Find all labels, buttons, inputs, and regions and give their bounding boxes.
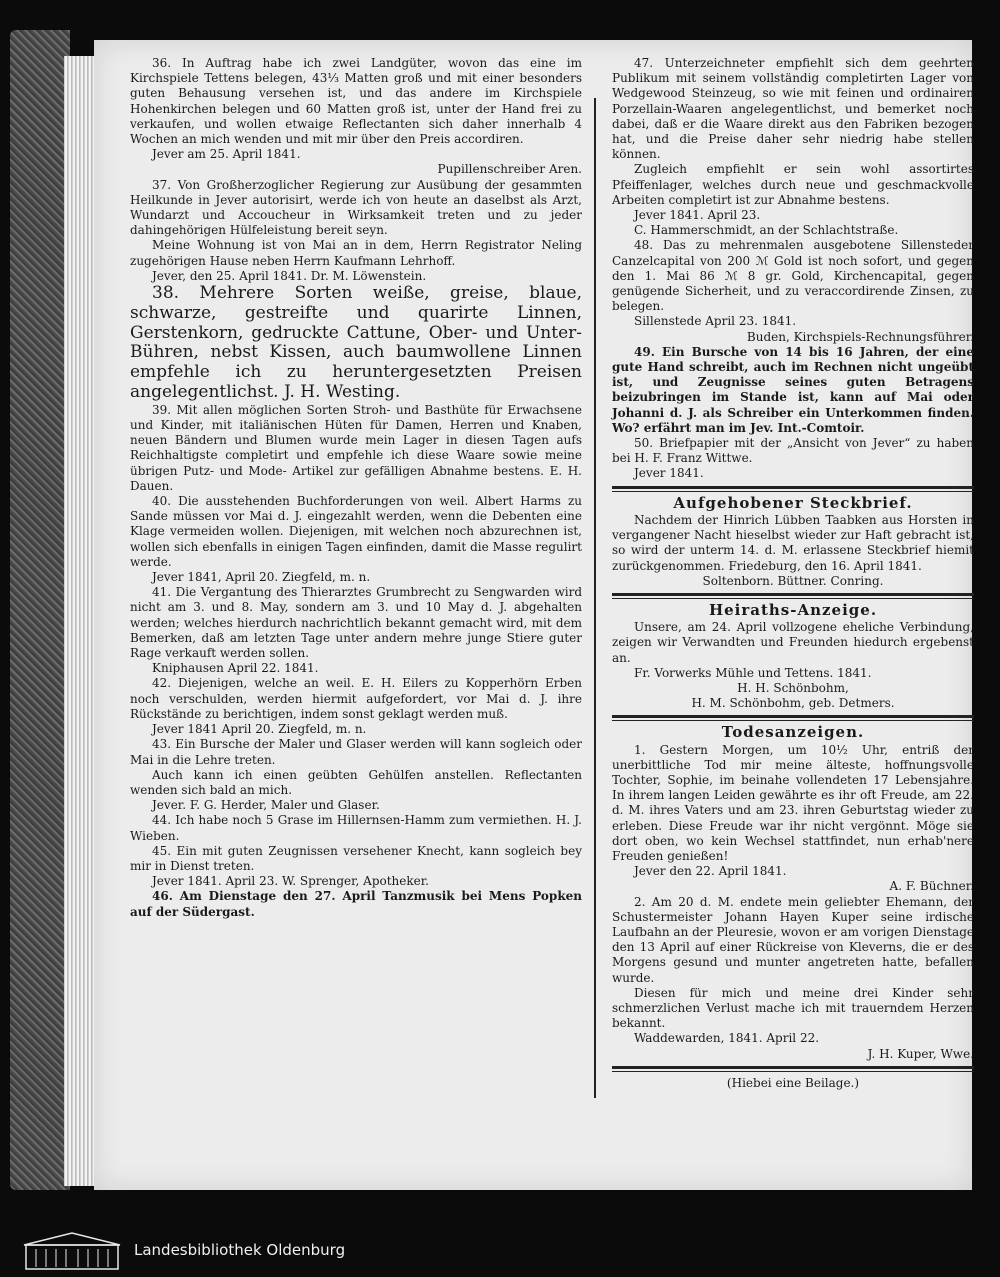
text-paragraph: 41. Die Vergantung des Thierarztes Grumbrecht zu Sengwarden wird nicht am 3. und 8. May, sondern am 3. und 10 May d. J. abgehalten werden; welches hierdurch nachrichtlich bekannt gemacht wird, mit dem Bemerken, daß am letzten Tage unter andern mehre junge Stiere guter Rage verkauft werden sollen. <box>130 585 582 661</box>
todes-items <box>612 743 974 1062</box>
heirath-name: H. M. Schönbohm, geb. Detmers. <box>691 696 895 711</box>
text-paragraph: Zugleich empfiehlt er sein wohl assortirtes Pfeiffenlager, welches durch neue und geschmackvolle Arbeiten completirt ist zur Abnahme bestens. <box>612 162 974 207</box>
left-column <box>130 56 582 920</box>
steckbrief-signature: Soltenborn. Büttner. Conring. <box>702 573 884 588</box>
steckbrief-heading: Aufgehobener Steckbrief. <box>673 493 913 512</box>
text-paragraph: 48. Das zu mehrenmalen ausgebotene Sillensteder Canzelcapital von 200 ℳ Gold ist noch sofort, und gegen den 1. Mai 86 ℳ 8 gr. Gold, Kirchencapital, gegen genügende Sicherheit, und zu veraccordirende Zinsen, zu belegen. <box>612 238 974 314</box>
text-paragraph: 50. Briefpapier mit der „Ansicht von Jever“ zu haben bei H. F. Franz Wittwe. <box>612 436 974 466</box>
right-column <box>612 56 974 1091</box>
text-paragraph: Buden, Kirchspiels-Rechnungsführer. <box>746 329 974 344</box>
text-paragraph: A. F. Büchner. <box>889 879 974 894</box>
text-paragraph: Jever 1841. April 23. W. Sprenger, Apotheker. <box>152 874 429 889</box>
text-paragraph: 38. Mehrere Sorten weiße, greise, blaue, schwarze, gestreifte und quarirte Linnen, Gerstenkorn, gedruckte Cattune, Ober- und Unter-Bühren, nebst Kissen, auch baumwollene Linnen empfehle ich zu heruntergesetzten Preisen angelegentlichst. J. H. Westing. <box>130 283 582 403</box>
text-paragraph: C. Hammerschmidt, an der Schlachtstraße. <box>634 223 899 238</box>
book-cover-board <box>10 30 70 1190</box>
text-paragraph: Jever 1841, April 20. Ziegfeld, m. n. <box>152 570 371 585</box>
text-paragraph: Pupillenschreiber Aren. <box>437 162 582 177</box>
text-paragraph: 43. Ein Bursche der Maler und Glaser werden will kann sogleich oder Mai in die Lehre treten. <box>130 737 582 767</box>
text-paragraph: Jever 1841 April 20. Ziegfeld, m. n. <box>152 722 367 737</box>
section-rule <box>612 715 974 721</box>
footer-bar <box>0 1225 1000 1277</box>
section-rule <box>612 1066 974 1072</box>
todes-heading: Todesanzeigen. <box>721 723 865 742</box>
text-paragraph: 39. Mit allen möglichen Sorten Stroh- und Basthüte für Erwachsene und Kinder, mit italiänischen Hüten für Damen, Herren und Knaben, neuen Bändern und Blumen wurde mein Lager in diesen Tagen aufs Reichhaltigste completirt und empfehle ich diese Waare sowie meine übrigen Putz- und Mode- Artikel zur gefälligen Abnahme bestens. E. H. Dauen. <box>130 402 582 493</box>
text-paragraph: 45. Ein mit guten Zeugnissen versehener Knecht, kann sogleich bey mir in Dienst treten. <box>130 843 582 873</box>
text-paragraph: 40. Die ausstehenden Buchforderungen von weil. Albert Harms zu Sande müssen vor Mai d. J. eingezahlt werden, wenn die Debenten eine Klage vermeiden wollen. Diejenigen, mit welchen noch abzurechnen ist, wollen sich ebenfalls in einigen Tagen einfinden, damit die Masse regulirt werde. <box>130 494 582 569</box>
beilage-note: (Hiebei eine Beilage.) <box>726 1075 860 1090</box>
text-paragraph: Jever, den 25. April 1841. Dr. M. Löwenstein. <box>152 268 427 283</box>
section-rule <box>612 593 974 599</box>
heirath-place: Fr. Vorwerks Mühle und Tettens. 1841. <box>634 665 872 680</box>
library-building-icon <box>22 1231 122 1271</box>
text-paragraph: Auch kann ich einen geübten Gehülfen anstellen. Reflectanten wenden sich bald an mich. <box>130 767 582 797</box>
text-paragraph: 36. In Auftrag habe ich zwei Landgüter, wovon das eine im Kirchspiele Tettens belegen, 43⅓ Matten groß und mit einer besonders guten Behausung versehen ist, und das andere im Kirchspiele Hohenkirchen belegen und 60 Matten groß ist, unter der Hand frei zu verkaufen, und wollen etwaige Reflectanten sich daher innerhalb 4 Wochen an mich wenden und mit mir über den Preis accordiren. <box>130 56 582 147</box>
text-paragraph: 49. Ein Bursche von 14 bis 16 Jahren, der eine gute Hand schreibt, auch im Rechnen nicht ungeübt ist, und Zeugnisse seines guten Betragens beizubringen im Stande ist, kann auf Mai oder Johanni d. J. als Schreiber ein Unterkommen finden. Wo? erfährt man im Jev. Int.-Comtoir. <box>612 344 974 435</box>
text-paragraph: Jever 1841. April 23. <box>634 208 761 223</box>
text-paragraph: Jever 1841. <box>634 466 704 481</box>
column-divider <box>594 98 596 1098</box>
library-name: Landesbibliothek Oldenburg <box>134 1241 346 1259</box>
text-paragraph: Jever den 22. April 1841. <box>634 864 787 879</box>
text-paragraph: Jever. F. G. Herder, Maler und Glaser. <box>152 798 380 813</box>
text-paragraph: 2. Am 20 d. M. endete mein geliebter Ehemann, der Schustermeister Johann Hayen Kuper seine irdische Laufbahn an der Pleuresie, wovon er am vorigen Dienstage den 13 April auf einer Rückreise von Kleverns, die er des Morgens gesund und munter angetreten hatte, befallen wurde. <box>612 894 974 985</box>
text-paragraph: 37. Von Großherzoglicher Regierung zur Ausübung der gesammten Heilkunde in Jever autorisirt, werde ich von heute an daselbst als Arzt, Wundarzt und Accoucheur in Wirksamkeit treten und zu jeder dahingehörigen Hülfeleistung bereit seyn. <box>130 177 582 238</box>
text-paragraph: Waddewarden, 1841. April 22. <box>634 1031 820 1046</box>
heirath-name: H. H. Schönbohm, <box>737 680 849 695</box>
steckbrief-body: Nachdem der Hinrich Lübben Taabken aus Horsten in vergangener Nacht hieselbst wieder zur Haft gebracht ist, so wird der unterm 14. d. M. erlassene Steckbrief hiemit zurückgenommen. Friedeburg, den 16. April 1841. <box>612 512 974 573</box>
text-paragraph: Jever am 25. April 1841. <box>152 147 301 162</box>
text-paragraph: 1. Gestern Morgen, um 10½ Uhr, entriß der unerbittliche Tod mir meine älteste, hoffnungsvolle Tochter, Sophie, im beinahe vollendeten 17 Lebensjahre. In ihrem langen Leiden gewährte es ihr oft Freude, am 22. d. M. ihres Vaters und am 23. ihren Geburtstag wieder zu erleben. Diese Freude war ihr nicht vergönnt. Möge sie dort oben, wo kein Wechsel stattfindet, nun erhab'nere Freuden genießen! <box>612 742 974 863</box>
page-edges <box>64 56 98 1186</box>
section-rule <box>612 486 974 492</box>
text-paragraph: Sillenstede April 23. 1841. <box>634 314 797 329</box>
right-column-ads <box>612 56 974 482</box>
text-paragraph: 42. Diejenigen, welche an weil. E. H. Eilers zu Kopperhörn Erben noch verschulden, werden hiermit aufgefordert, vor Mai d. J. ihre Rückstände zu berichtigen, indem sonst geklagt werden muß. <box>130 676 582 721</box>
text-paragraph: Diesen für mich und meine drei Kinder sehr schmerzlichen Verlust mache ich mit trauerndem Herzen bekannt. <box>612 985 974 1031</box>
text-paragraph: Kniphausen April 22. 1841. <box>152 661 319 676</box>
heirath-body: Unsere, am 24. April vollzogene eheliche Verbindung, zeigen wir Verwandten und Freunden hiedurch ergebenst an. <box>612 620 974 665</box>
text-paragraph: 46. Am Dienstage den 27. April Tanzmusik bei Mens Popken auf der Südergast. <box>130 889 582 919</box>
heirath-heading: Heiraths-Anzeige. <box>708 600 878 619</box>
text-paragraph: 44. Ich habe noch 5 Grase im Hillernsen-Hamm zum vermiethen. H. J. Wieben. <box>130 813 582 843</box>
text-paragraph: Meine Wohnung ist von Mai an in dem, Herrn Registrator Neling zugehörigen Hause neben Herrn Kaufmann Lehrhoff. <box>130 238 582 268</box>
text-paragraph: 47. Unterzeichneter empfiehlt sich dem geehrten Publikum mit seinem vollständig completirten Lager von Wedgewood Steinzeug, so wie mit feinen und ordinairen Porzellain-Waaren angelegentlichst, und bemerket noch dabei, daß er die Waare direkt aus den Fabriken bezogen hat, und die Preise daher sehr niedrig habe stellen können. <box>612 56 974 162</box>
text-paragraph: J. H. Kuper, Wwe. <box>867 1046 974 1061</box>
